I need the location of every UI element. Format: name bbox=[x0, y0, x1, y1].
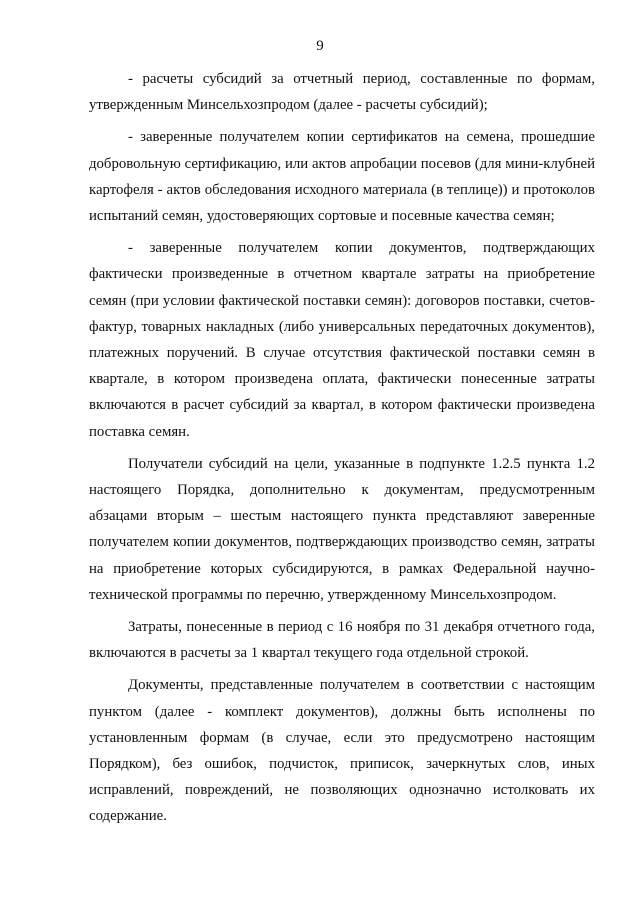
paragraph-document-requirements: Документы, представленные получателем в соответствии с настоящим пунктом (далее - комплект документов), должны быть исполнены по установленным формам (в случае, если это предусмотрено настоящим Порядком), без ошибок, подчисток, приписок, зачеркнутых слов, иных исправлений, повреждений, не позволяющих однозначно истолковать их содержание. bbox=[89, 677, 595, 825]
paragraph-cost-documents: - заверенные получателем копии документов, подтверждающих фактически произведенные в отчетном квартале затраты на приобретение семян (при условии фактической поставки семян): договоров поставки, счетов-фактур, товарных накладных (либо универсальных передаточных документов), платежных поручений. В случае отсутствия фактической поставки семян в квартале, в котором произведена оплата, фактически понесенные затраты включаются в расчет субсидий за квартал, в котором фактически произведена поставка семян. bbox=[89, 240, 595, 440]
document-body bbox=[89, 66, 595, 830]
paragraph-seed-certificates: - заверенные получателем копии сертификатов на семена, прошедшие добровольную сертификацию, или актов апробации посевов (для мини-клубней картофеля - актов обследования исходного материала (в теплице)) и протоколов испытаний семян, удостоверяющих сортовые и посевные качества семян; bbox=[89, 129, 595, 225]
paragraph-subsidy-calculations: - расчеты субсидий за отчетный период, составленные по формам, утвержденным Минсельхозпродом (далее - расчеты субсидий); bbox=[89, 71, 595, 114]
paragraph-november-december-costs: Затраты, понесенные в период с 16 ноября по 31 декабря отчетного года, включаются в расчеты за 1 квартал текущего года отдельной строкой. bbox=[89, 619, 595, 662]
page-number: 9 bbox=[316, 38, 324, 54]
paragraph-additional-documents: Получатели субсидий на цели, указанные в подпункте 1.2.5 пункта 1.2 настоящего Порядка, дополнительно к документам, предусмотренным абзацами вторым – шестым настоящего пункта представляют заверенные получателем копии документов, подтверждающих производство семян, затраты на приобретение которых субсидируются, в рамках Федеральной научно-технической программы по перечню, утвержденному Минсельхозпродом. bbox=[89, 455, 595, 603]
